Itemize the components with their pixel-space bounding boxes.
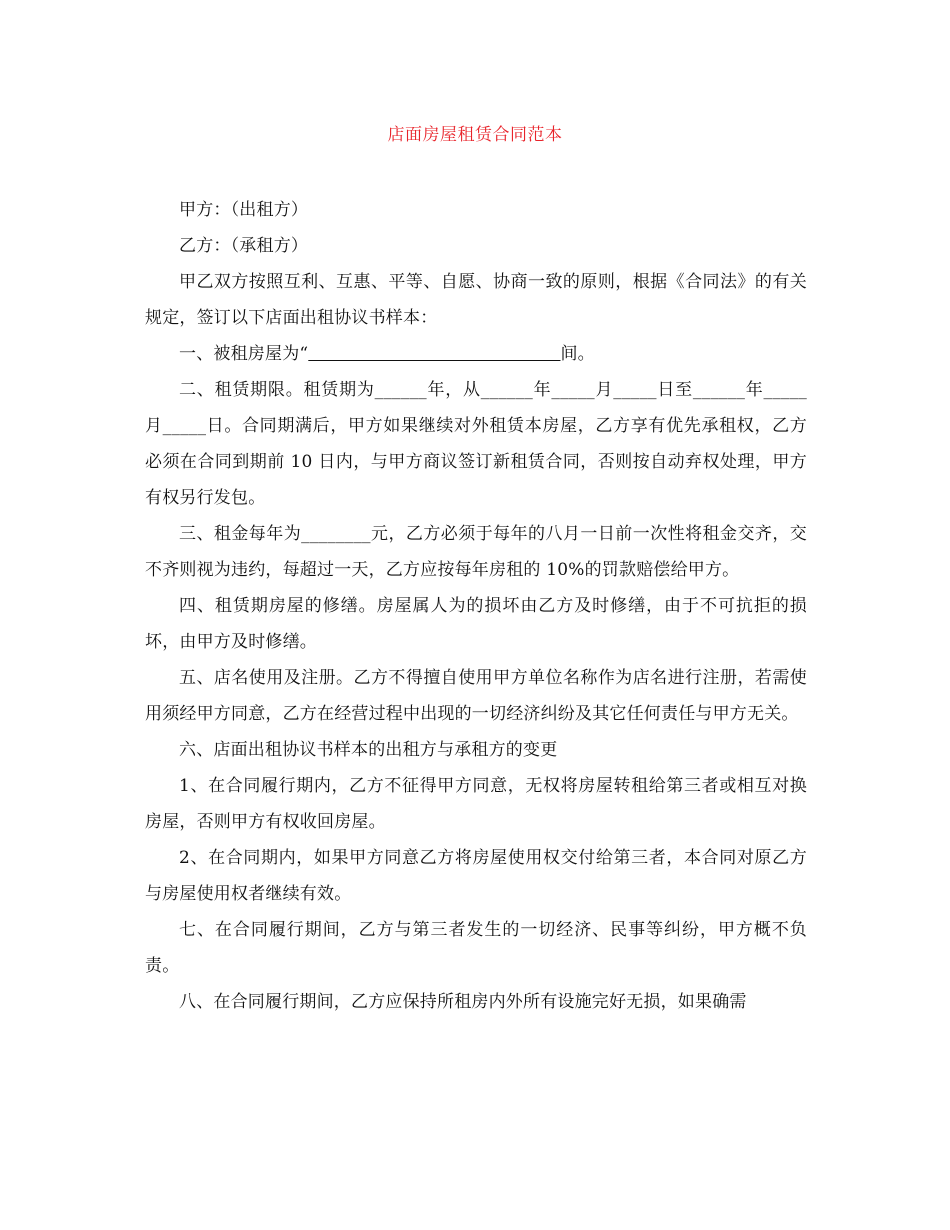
clause-1-text: 一、被租房屋为“ [179, 344, 309, 364]
document-title: 店面房屋租赁合同范本 [387, 125, 563, 145]
party-a-line: 甲方：（出租方） [179, 200, 309, 220]
clause-3-paragraph: 三、租金每年为________元，乙方必须于每年的八月一日前一次性将租金交齐，交不齐则视为违约，每超过一天，乙方应按每年房租的 10%的罚款赔偿给甲方。 [145, 524, 807, 580]
clause-1-paragraph [145, 336, 807, 372]
clause-6-1-paragraph: 1、在合同履行期内，乙方不征得甲方同意，无权将房屋转租给第三者或相互对换房屋，否则甲方有权收回房屋。 [145, 776, 807, 832]
document-body [145, 192, 807, 1020]
clause-7-paragraph: 七、在合同履行期间，乙方与第三者发生的一切经济、民事等纠纷，甲方概不负责。 [145, 920, 807, 976]
clause-6-paragraph: 六、店面出租协议书样本的出租方与承租方的变更 [179, 740, 558, 760]
clause-5-paragraph: 五、店名使用及注册。乙方不得擅自使用甲方单位名称作为店名进行注册，若需使用须经甲方同意，乙方在经营过程中出现的一切经济纠纷及其它任何责任与甲方无关。 [145, 668, 807, 724]
intro-paragraph: 甲乙双方按照互利、互惠、平等、自愿、协商一致的原则，根据《合同法》的有关规定，签订以下店面出租协议书样本： [145, 272, 807, 328]
party-b-line: 乙方：（承租方） [179, 236, 309, 256]
clause-6-2-paragraph: 2、在合同期内，如果甲方同意乙方将房屋使用权交付给第三者，本合同对原乙方与房屋使用权者继续有效。 [145, 848, 807, 904]
clause-1-end: 间。 [560, 344, 595, 364]
clause-4-paragraph: 四、租赁期房屋的修缮。房屋属人为的损坏由乙方及时修缮，由于不可抗拒的损坏，由甲方及时修缮。 [145, 596, 807, 652]
clause-1-blank [308, 344, 560, 364]
clause-2-paragraph: 二、租赁期限。租赁期为______年，从______年_____月_____日至______年_____月_____日。合同期满后，甲方如果继续对外租赁本房屋，乙方享有优先承租权，乙方必须在合同到期前 10 日内，与甲方商议签订新租赁合同，否则按自动弃权处理，甲方有权另行发包。 [145, 380, 807, 508]
clause-8-paragraph: 八、在合同履行期间，乙方应保持所租房内外所有设施完好无损，如果确需 [179, 992, 747, 1012]
